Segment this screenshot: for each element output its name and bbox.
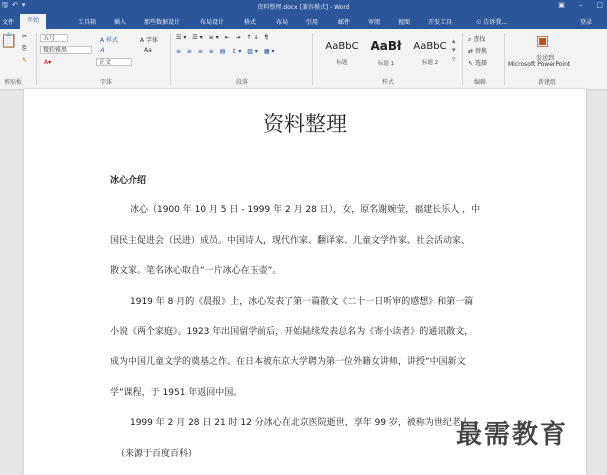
sign-in-link[interactable]: 登录 xyxy=(580,19,593,26)
select-icon: ↖ xyxy=(468,60,474,67)
tell-me-label: 告诉我... xyxy=(483,19,508,26)
body-line: 散文家。笔名冰心取自“一片冰心在玉壶”。 xyxy=(110,266,282,276)
divider xyxy=(312,33,313,85)
aa-icon[interactable]: Aa xyxy=(144,47,152,54)
style-heading-1[interactable] xyxy=(366,35,406,69)
font-face-combo[interactable] xyxy=(40,46,92,54)
customize-qat-icon[interactable]: ▾ xyxy=(21,1,26,9)
new-group-label: 新建组 xyxy=(538,79,557,86)
body-line: 1999 年 2 月 28 日 21 时 12 分冰心在北京医院逝世，享年 99 岁，被称为世纪老人 xyxy=(130,418,470,428)
tab-view[interactable]: 视图 xyxy=(398,19,411,26)
ribbon xyxy=(0,29,607,90)
powerpoint-icon[interactable]: ▣ xyxy=(536,33,550,49)
tab-home[interactable]: 开始 xyxy=(20,14,46,29)
body-line: 国民主促进会（民进）成员。中国诗人，现代作家、翻译家、儿童文学作家、社会活动家、 xyxy=(110,236,471,246)
copy-icon[interactable]: ⎘ xyxy=(22,45,27,52)
paste-icon[interactable]: 📋 xyxy=(0,33,18,49)
document-title: 资料整理 xyxy=(263,112,347,136)
tab-mailings[interactable]: 邮件 xyxy=(338,19,351,26)
tab-toolbox[interactable]: 工具箱 xyxy=(78,19,97,26)
window-title: 资料整理.docx [兼容模式] - Word xyxy=(257,4,350,11)
font-color-icon[interactable]: A▾ xyxy=(44,59,52,66)
styles-group-label: 样式 xyxy=(382,79,395,86)
style-title-name: 标题 xyxy=(336,60,348,66)
maximize-icon[interactable]: □ xyxy=(596,1,603,9)
style-heading-2-preview: AaBbC xyxy=(413,41,447,52)
style-title[interactable] xyxy=(322,35,362,69)
font-size-value: 五号 xyxy=(43,35,56,42)
minimize-icon[interactable]: – xyxy=(578,1,583,9)
watermark-logo: 最需教育 xyxy=(456,420,569,450)
body-line: 学”课程，于 1951 年返回中国。 xyxy=(110,388,243,398)
clipboard-group-label: 剪贴板 xyxy=(4,79,23,86)
tell-me-search[interactable] xyxy=(476,17,507,26)
tab-review[interactable]: 审阅 xyxy=(368,19,381,26)
divider xyxy=(504,33,505,85)
font-face-value: 微软雅黑 xyxy=(43,47,68,54)
replace-icon: ⇄ xyxy=(468,48,474,55)
styles-scroll-icon[interactable]: ▴ ▾ ▿ xyxy=(452,37,456,63)
tab-data-design[interactable]: 那些数据设计 xyxy=(144,19,181,26)
select-label: 选择 xyxy=(474,60,487,67)
tab-references[interactable]: 引用 xyxy=(306,19,319,26)
find-button[interactable] xyxy=(468,34,485,44)
tab-format[interactable]: 格式 xyxy=(244,19,257,26)
select-button[interactable] xyxy=(468,58,487,67)
send-to-label[interactable]: 发送到 xyxy=(536,55,555,62)
tab-file[interactable]: 文件 xyxy=(2,19,15,26)
font-group-label: 字体 xyxy=(100,79,113,86)
font-size-combo[interactable] xyxy=(40,34,68,42)
list-buttons[interactable]: ☰▾ ☰▾ ≡▾ ⇤ ⇥ ↑↓ ¶ xyxy=(176,34,271,41)
section-heading: 冰心介绍 xyxy=(110,176,147,186)
divider xyxy=(36,33,37,85)
undo-icon[interactable]: ↶ xyxy=(11,1,18,9)
paragraph-group-label: 段落 xyxy=(236,79,249,86)
body-line: 1919 年 8 月的《晨报》上，冰心发表了第一篇散文《二十一日听审的感想》和第一篇 xyxy=(130,297,474,307)
title-bar xyxy=(0,0,607,12)
body-line: 成为中国儿童文学的奠基之作。在日本被东京大学聘为第一位外籍女讲师，讲授“中国新文 xyxy=(110,357,466,367)
body-line: 冰心（1900 年 10 月 5 日 - 1999 年 2 月 28 日），女，原名谢婉莹，福建长乐人 ，中 xyxy=(130,205,481,215)
replace-label: 替换 xyxy=(474,48,487,55)
paragraph-style-value: 正文 xyxy=(99,59,112,66)
style-heading-1-preview: AaBł xyxy=(370,39,402,53)
style-title-preview: AaBbC xyxy=(325,41,359,52)
window-controls xyxy=(558,1,603,9)
style-heading-1-name: 标题 1 xyxy=(377,61,395,67)
align-buttons[interactable]: ≡ ≡ ≡ ≡ ▤ ↕▾ ▧▾ ▦▾ xyxy=(176,48,277,55)
replace-button[interactable] xyxy=(468,46,487,55)
tab-developer[interactable]: 开发工具 xyxy=(428,19,453,26)
style-heading-2[interactable] xyxy=(410,35,450,69)
tab-layout[interactable]: 布局 xyxy=(276,19,289,26)
save-icon[interactable]: 🖫 xyxy=(2,1,8,9)
paragraph-style-combo[interactable] xyxy=(96,58,132,66)
format-painter-icon[interactable]: ✎ xyxy=(22,57,28,64)
style-button[interactable]: A 样式 xyxy=(100,37,119,44)
font-button[interactable]: A 字体 xyxy=(140,37,159,44)
divider xyxy=(462,33,463,85)
editing-group-label: 编辑 xyxy=(474,79,487,86)
style-heading-2-name: 标题 2 xyxy=(421,60,439,66)
body-line: 小说《两个家庭》。1923 年出国留学前后，开始陆续发表总名为《寄小读者》的通讯散文， xyxy=(110,327,474,337)
source-note: （来源于百度百科） xyxy=(116,449,198,459)
tab-insert[interactable]: 插入 xyxy=(114,19,127,26)
ribbon-display-icon[interactable]: ▣ xyxy=(558,1,565,9)
lightbulb-icon: ☉ xyxy=(476,19,482,26)
text-effects-icon[interactable]: 𝐴 xyxy=(100,47,104,54)
divider xyxy=(170,33,171,85)
ribbon-tabs xyxy=(0,12,607,29)
cut-icon[interactable]: ✂ xyxy=(22,33,28,40)
find-label: 查找 xyxy=(473,36,486,43)
powerpoint-label[interactable]: Microsoft PowerPoint xyxy=(508,61,571,68)
search-icon: ⌕ xyxy=(468,36,472,43)
tab-layout-design[interactable]: 布局设计 xyxy=(200,19,225,26)
